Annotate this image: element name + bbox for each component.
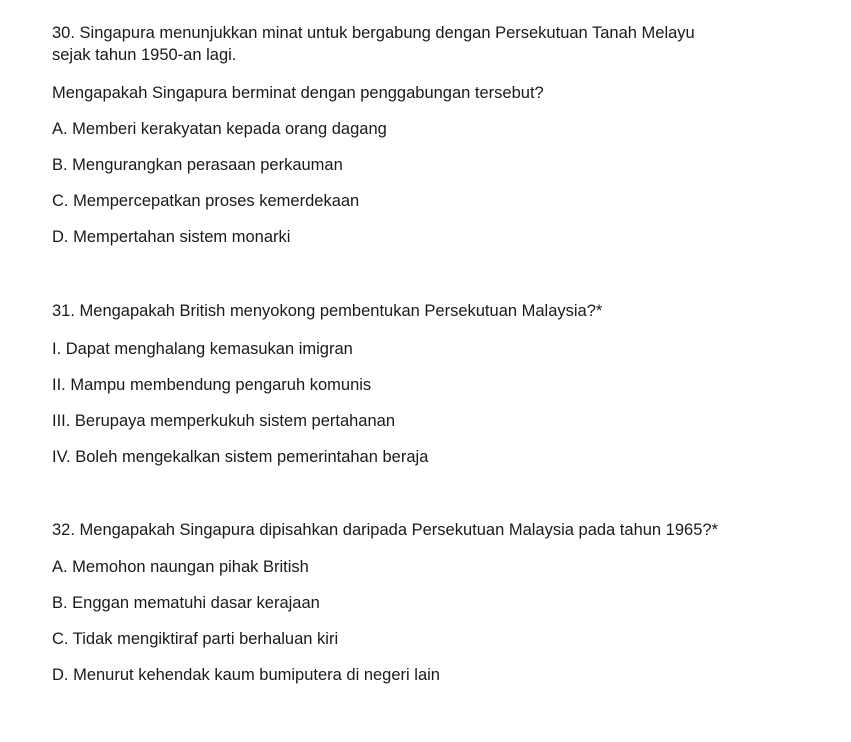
- q32-option-a: A. Memohon naungan pihak British: [52, 558, 309, 576]
- q31-statement-i: I. Dapat menghalang kemasukan imigran: [52, 340, 353, 358]
- q30-stem-line-1: 30. Singapura menunjukkan minat untuk bergabung dengan Persekutuan Tanah Melayu: [52, 24, 695, 42]
- q31-statement-iii: III. Berupaya memperkukuh sistem pertahanan: [52, 412, 396, 430]
- q30-option-b: B. Mengurangkan perasaan perkauman: [52, 156, 343, 174]
- q30-option-d: D. Mempertahan sistem monarki: [52, 228, 291, 246]
- q32-question: 32. Mengapakah Singapura dipisahkan daripada Persekutuan Malaysia pada tahun 1965?*: [52, 521, 718, 539]
- q30-stem-line-2: sejak tahun 1950-an lagi.: [52, 46, 237, 64]
- q30-option-c: C. Mempercepatkan proses kemerdekaan: [52, 192, 360, 210]
- q32-option-d: D. Menurut kehendak kaum bumiputera di negeri lain: [52, 666, 440, 684]
- q31-statement-ii: II. Mampu membendung pengaruh komunis: [52, 376, 372, 394]
- q32-option-b: B. Enggan mematuhi dasar kerajaan: [52, 594, 320, 612]
- q30-option-a: A. Memberi kerakyatan kepada orang dagang: [52, 120, 387, 138]
- q31-statement-iv: IV. Boleh mengekalkan sistem pemerintahan beraja: [52, 448, 429, 466]
- q32-option-c: C. Tidak mengiktiraf parti berhaluan kiri: [52, 630, 339, 648]
- q30-question: Mengapakah Singapura berminat dengan penggabungan tersebut?: [52, 84, 544, 102]
- q31-question: 31. Mengapakah British menyokong pembentukan Persekutuan Malaysia?*: [52, 302, 603, 320]
